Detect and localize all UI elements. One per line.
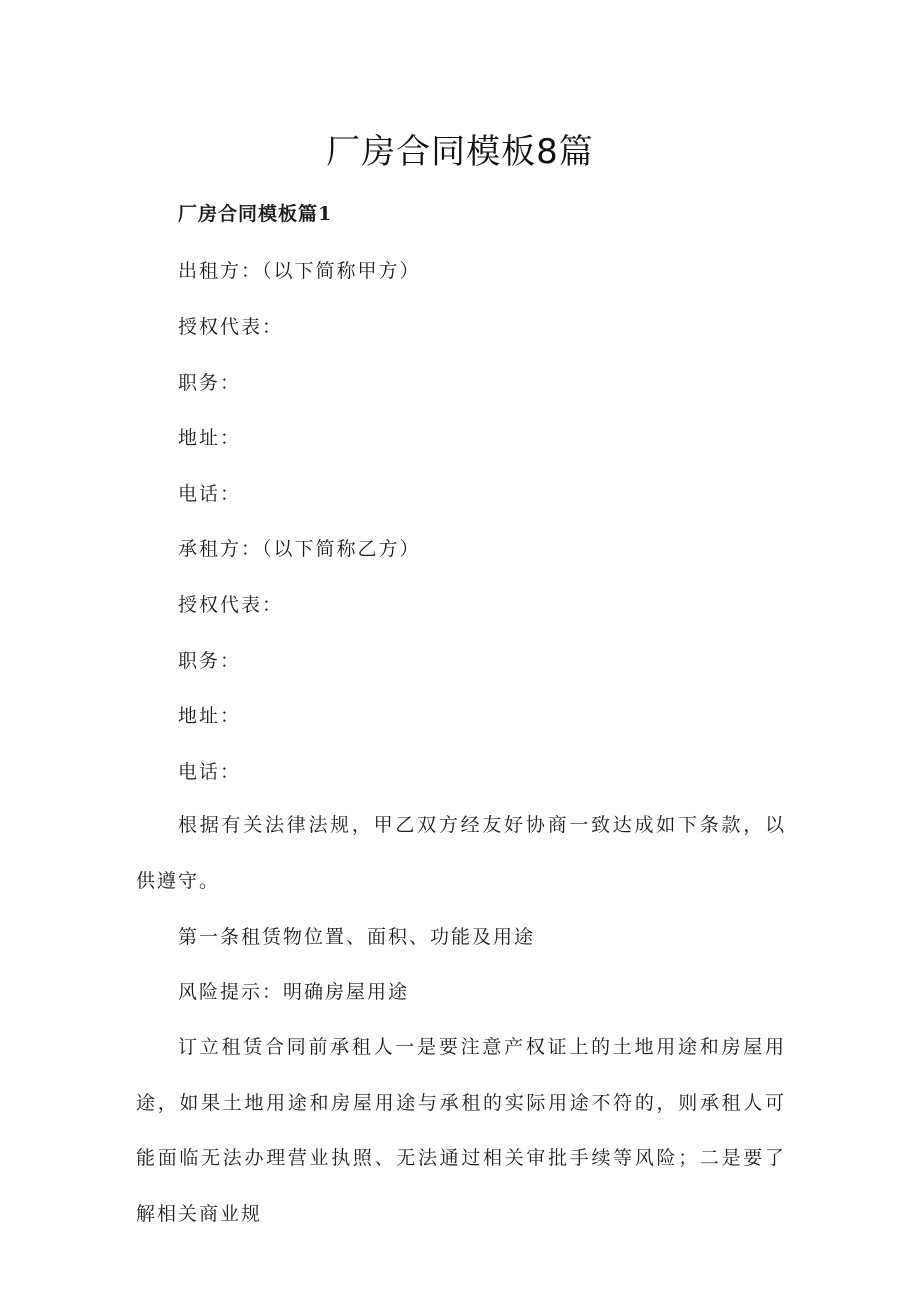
lessee-position-line: 职务： — [178, 650, 242, 672]
lessee-address-line: 地址： — [178, 705, 242, 727]
section-heading: 厂房合同模板篇1 — [178, 203, 333, 225]
lessor-party-line: 出租方：（以下简称甲方） — [178, 260, 421, 282]
lessor-representative-line: 授权代表： — [178, 316, 284, 338]
risk-paragraph: 订立租赁合同前承租人一是要注意产权证上的土地用途和房屋用途，如果土地用途和房屋用途与承租的实际用途不符的，则承租人可能面临无法办理营业执照、无法通过相关审批手续等风险；二是要了解相关商业规 — [136, 1036, 786, 1225]
lessor-position-line: 职务： — [178, 372, 242, 394]
risk-tip-line: 风险提示：明确房屋用途 — [178, 981, 410, 1003]
lessor-address-line: 地址： — [178, 427, 242, 449]
article-one-heading: 第一条租赁物位置、面积、功能及用途 — [178, 926, 536, 948]
lessee-party-line: 承租方：（以下简称乙方） — [178, 538, 421, 560]
intro-paragraph: 根据有关法律法规，甲乙双方经友好协商一致达成如下条款，以供遵守。 — [136, 814, 786, 892]
lessor-phone-line: 电话： — [178, 483, 242, 505]
document-title: 厂房合同模板8篇 — [326, 132, 594, 172]
lessee-phone-line: 电话： — [178, 761, 242, 783]
lessee-representative-line: 授权代表： — [178, 594, 284, 616]
